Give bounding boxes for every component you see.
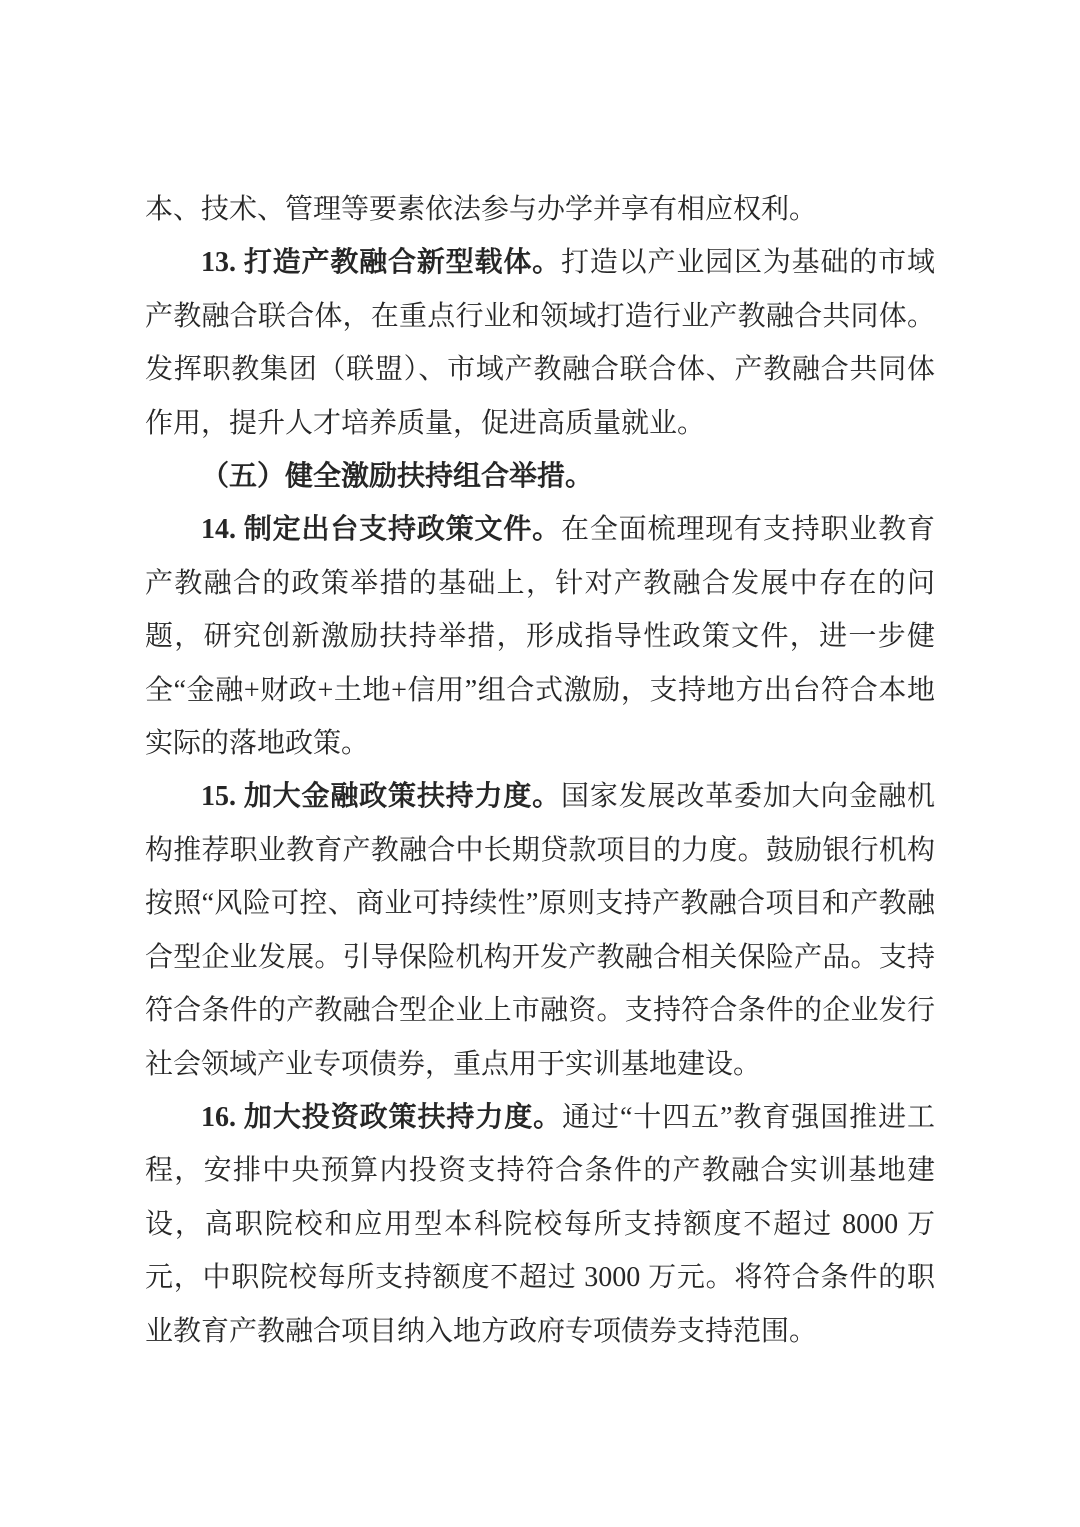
document-content: [145, 183, 935, 1358]
paragraph-lead: 13. 打造产教融合新型载体。: [201, 247, 561, 279]
paragraph-body: 本、技术、管理等要素依法参与办学并享有相应权利。: [145, 194, 818, 225]
paragraph-lead: 14. 制定出台支持政策文件。: [201, 514, 561, 546]
paragraph-item-13: [145, 236, 935, 450]
paragraph-item-15: [145, 770, 935, 1090]
section-heading-text: （五）健全激励扶持组合举措。: [201, 461, 594, 493]
paragraph-body: 通过“十四五”教育强国推进工程，安排中央预算内投资支持符合条件的产教融合实训基地建设，高职院校和应用型本科院校每所支持额度不超过 8000 万元，中职院校每所支持额度不超过 3000 万元。将符合条件的职业教育产教融合项目纳入地方政府专项债券支持范围。: [145, 1101, 935, 1347]
paragraph-body: 打造以产业园区为基础的市域产教融合联合体，在重点行业和领域打造行业产教融合共同体。发挥职教集团（联盟）、市域产教融合联合体、产教融合共同体作用，提升人才培养质量，促进高质量就业。: [145, 247, 935, 439]
paragraph-item-14: [145, 503, 935, 770]
paragraph-lead: 15. 加大金融政策扶持力度。: [201, 781, 561, 813]
paragraph-lead: 16. 加大投资政策扶持力度。: [201, 1101, 563, 1133]
paragraph-body: 在全面梳理现有支持职业教育产教融合的政策举措的基础上，针对产教融合发展中存在的问题，研究创新激励扶持举措，形成指导性政策文件，进一步健全“金融+财政+土地+信用”组合式激励，支持地方出台符合本地实际的落地政策。: [145, 514, 935, 760]
paragraph-continuation: [145, 183, 935, 236]
section-heading-5: [145, 450, 935, 503]
paragraph-item-16: [145, 1091, 935, 1358]
paragraph-body: 国家发展改革委加大向金融机构推荐职业教育产教融合中长期贷款项目的力度。鼓励银行机构按照“风险可控、商业可持续性”原则支持产教融合项目和产教融合型企业发展。引导保险机构开发产教融合相关保险产品。支持符合条件的产教融合型企业上市融资。支持符合条件的企业发行社会领域产业专项债券，重点用于实训基地建设。: [145, 781, 935, 1080]
